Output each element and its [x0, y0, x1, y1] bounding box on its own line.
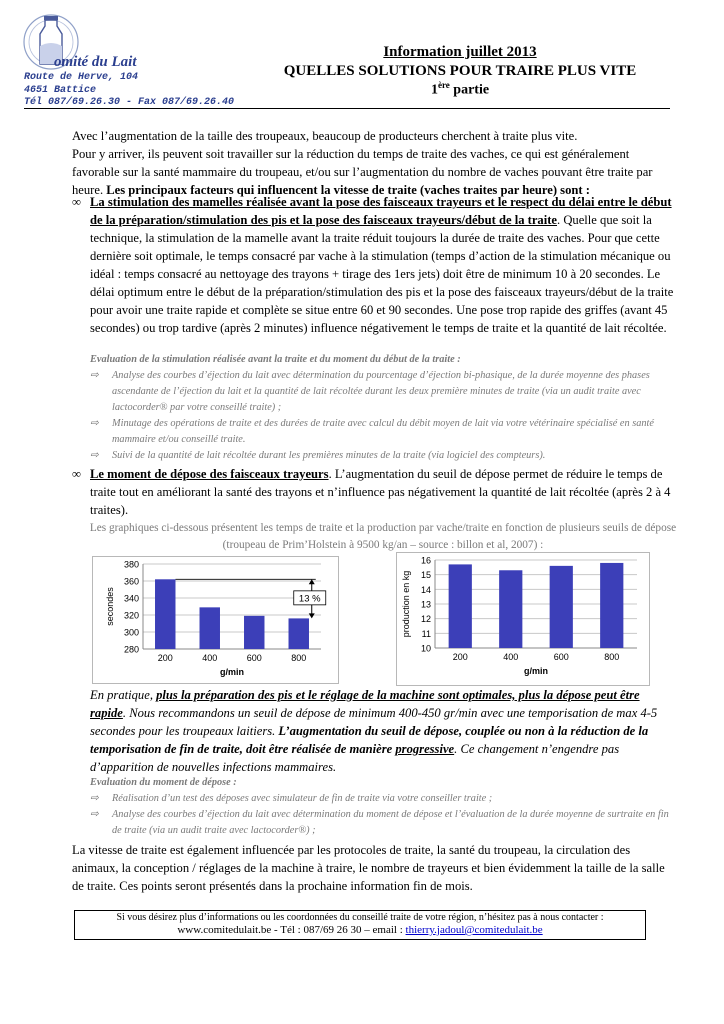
chart-intro: Les graphiques ci-dessous présentent les temps de traite et la production par vache/traite en fonction de plusieurs seuils de dépose (troupeau de Prim’Holstein à 9500 kg/an – source : billon et al, 2007) :: [89, 522, 677, 551]
part-number: 1: [430, 82, 438, 98]
y-tick-label: 16: [420, 555, 431, 566]
intro-block: [72, 127, 672, 199]
eval-item-text: Réalisation d’un test des déposes avec simulateur de fin de traite via votre conseiller traite ;: [112, 793, 493, 804]
y-tick-label: 360: [123, 576, 139, 587]
y-tick-label: 300: [123, 627, 139, 638]
depose-heading: Le moment de dépose des faisceaux trayeurs: [90, 467, 329, 481]
y-tick-label: 13: [420, 599, 431, 610]
eval-item-text: Analyse des courbes d’éjection du lait avec détermination du pourcentage d’éjection bi-phasique, de la durée moyenne des phases ascendante de l’éjection du lait et la quantité de lait récoltée durant les deux première minutes de traite (via un audit traite avec lactocorder® par votre conseillé traite) ;: [112, 370, 650, 413]
annotation-arrowhead-bottom: [309, 613, 315, 618]
address-block: [24, 72, 234, 110]
logo-text: omité du Lait: [54, 54, 137, 70]
practice-emphasis: plus la préparation des pis et le réglage de la machine sont optimales, plus la dépose peut être rapide: [90, 688, 640, 720]
practice-paragraph: [90, 686, 678, 776]
intro-p2-text: Pour y arriver, ils peuvent soit travailler sur la réduction du temps de traite des vaches, ce qui est généralement favorable sur la santé mammaire du troupeau, et/ou sur l’augmentation du nombre de vaches pouvant être traite par heure.: [72, 147, 653, 197]
stimulation-heading: La stimulation des mamelles réalisée avant la pose des faisceaux trayeurs et le respect du délai entre le début de la préparation/stimulation des pis et la pose des faisceaux trayeurs/début de la traite: [90, 195, 672, 227]
bar-200: [155, 579, 175, 649]
bar-600: [244, 616, 264, 649]
chart-production: [396, 552, 650, 686]
comite-du-lait-logo: [14, 6, 164, 76]
y-tick-label: 320: [123, 610, 139, 621]
annotation-label: 13 %: [298, 593, 321, 605]
y-tick-label: 11: [421, 628, 431, 639]
bar-800: [600, 563, 623, 648]
arrow-right-outline-icon: ⇨: [90, 809, 99, 820]
practice-bold: L’augmentation du seuil de dépose, couplée ou non à la réduction de la temporisation de fin de traite, doit être réalisée de manière: [90, 724, 649, 756]
y-tick-label: 15: [420, 570, 431, 581]
practice-start: En pratique,: [90, 688, 157, 702]
y-tick-label: 10: [420, 643, 431, 654]
y-tick-label: 280: [123, 644, 139, 655]
x-tick-label: 800: [291, 653, 307, 663]
section-stimulation: [72, 193, 674, 337]
contact-line: Si vous désirez plus d’informations ou les coordonnées du conseillé traite de votre région, n’hésitez pas à nous contacter :: [116, 912, 604, 923]
intro-p1: Avec l’augmentation de la taille des troupeaux, beaucoup de producteurs cherchent à traite plus vite.: [72, 129, 578, 143]
chart-production-svg: [397, 553, 649, 685]
infinity-bullet-icon: ∞: [72, 195, 81, 209]
y-tick-label: 340: [123, 593, 139, 604]
bar-400: [200, 607, 220, 649]
depose-eval-list: [90, 791, 680, 839]
list-item: [90, 368, 680, 416]
depose-text: . L’augmentation du seuil de dépose permet de réduire le temps de traite tout en améliorant la santé des trayons et n’influence pas négativement la quantité de lait récoltée (après 2 à 4 traites).: [90, 467, 671, 517]
chart-milking-time-svg: [93, 557, 338, 683]
arrow-right-outline-icon: ⇨: [90, 450, 99, 461]
bar-400: [499, 570, 522, 648]
y-axis-label: production en kg: [401, 570, 411, 638]
y-tick-label: 12: [420, 614, 431, 625]
intro-p2-bold: Les principaux facteurs qui influencent la vitesse de traite (vaches traites par heure) sont :: [106, 183, 590, 197]
eval-item-text: Minutage des opérations de traite et des durées de traite avec calcul du débit moyen de lait via votre vétérinaire spécialisé en santé mammaire et/ou conseillé traite.: [112, 418, 654, 445]
x-tick-label: 400: [503, 652, 519, 662]
stimulation-text: . Quelle que soit la technique, la stimulation de la mamelle avant la traite réduit toujours la durée de traite des vaches. Pour que cette dernière soit optimale, le temps consacré par vache à la stimulation (temps d’action de la stimulation mécanique ou idéal : temps consacré au nettoyage des trayons + tirage des 1ers jets) doit être de minimum 10 à 20 secondes. Le délai optimum entre le début de la préparation/stimulation des pis et la pose des faisceaux trayeurs/début de la traite pour avoir une traite rapide et complète se situe entre 60 et 90 secondes. Une pose trop rapide des griffes (avant 45 secondes) ou trop tardive (après 2 minutes) influence négativement le temps de traite et la quantité de lait récoltée.: [90, 213, 674, 335]
list-item: [90, 448, 680, 464]
part-rest: partie: [449, 82, 490, 98]
infinity-bullet-icon: ∞: [72, 467, 81, 481]
y-axis-label: secondes: [105, 587, 115, 626]
contact-email-link[interactable]: thierry.jadoul@comitedulait.be: [405, 924, 543, 936]
contact-box: [74, 910, 646, 940]
practice-progressive: progressive: [395, 742, 455, 756]
bar-800: [289, 618, 309, 649]
chart-milking-time: [92, 556, 339, 684]
address-city: 4651 Battice: [24, 84, 97, 96]
bar-200: [449, 564, 472, 648]
list-item: [90, 791, 680, 807]
x-tick-label: 200: [157, 653, 173, 663]
intro-p2: [72, 145, 672, 199]
section-depose: [72, 465, 674, 519]
list-item: [90, 416, 680, 448]
y-tick-label: 380: [123, 559, 139, 570]
header-divider: [24, 108, 670, 109]
practice-end: . Ce changement n’engendre pas d’apparition de nouvelles infections mammaires.: [90, 742, 620, 774]
x-tick-label: 600: [246, 653, 262, 663]
stimulation-eval-list: [90, 368, 680, 464]
part-sup: ère: [437, 80, 450, 90]
part-label: [250, 80, 670, 99]
contact-details: [75, 924, 645, 937]
bar-600: [550, 566, 573, 648]
x-axis-label: g/min: [524, 666, 548, 676]
x-tick-label: 800: [604, 652, 620, 662]
page-subtitle: QUELLES SOLUTIONS POUR TRAIRE PLUS VITE: [283, 63, 637, 79]
y-tick-label: 14: [420, 584, 431, 595]
annotation-arrowhead-top: [309, 579, 315, 584]
eval-item-text: Analyse des courbes d’éjection du lait avec détermination du moment de dépose et l’évaluation de la durée moyenne de surtraite en fin de traite (via un audit traite avec lactocorder®) ;: [112, 809, 669, 836]
arrow-right-outline-icon: ⇨: [90, 370, 99, 381]
page-title: Information juillet 2013: [383, 44, 537, 60]
eval-item-text: Suivi de la quantité de lait récoltée durant les premières minutes de la traite (via logiciel des compteurs).: [112, 450, 546, 461]
address-street: Route de Herve, 104: [24, 72, 139, 83]
stimulation-eval-title: Evaluation de la stimulation réalisée avant la traite et du moment du début de la traite :: [90, 354, 461, 365]
arrow-right-outline-icon: ⇨: [90, 418, 99, 429]
contact-web-phone: www.comitedulait.be - Tél : 087/69 26 30 – email :: [177, 924, 406, 936]
x-tick-label: 200: [452, 652, 468, 662]
x-tick-label: 400: [202, 653, 218, 663]
x-tick-label: 600: [553, 652, 569, 662]
depose-eval-title: Evaluation du moment de dépose :: [90, 777, 237, 788]
conclusion-paragraph: La vitesse de traite est également influencée par les protocoles de traite, la santé du troupeau, la circulation des animaux, la conception / réglages de la machine à traire, le nombre de trayeurs et bien évidemment la taille de la salle de traite. Ces points seront présentés dans la prochaine information fin de mois.: [72, 843, 665, 893]
practice-mid: . Nous recommandons un seuil de dépose de minimum 400-450 gr/min avec une temporisation de max 4-5 secondes pour les troupeaux laitiers.: [90, 706, 658, 738]
list-item: [90, 807, 680, 839]
address-phone: Tél 087/69.26.30 - Fax 087/69.26.40: [24, 97, 235, 108]
x-axis-label: g/min: [220, 667, 244, 677]
arrow-right-outline-icon: ⇨: [90, 793, 99, 804]
